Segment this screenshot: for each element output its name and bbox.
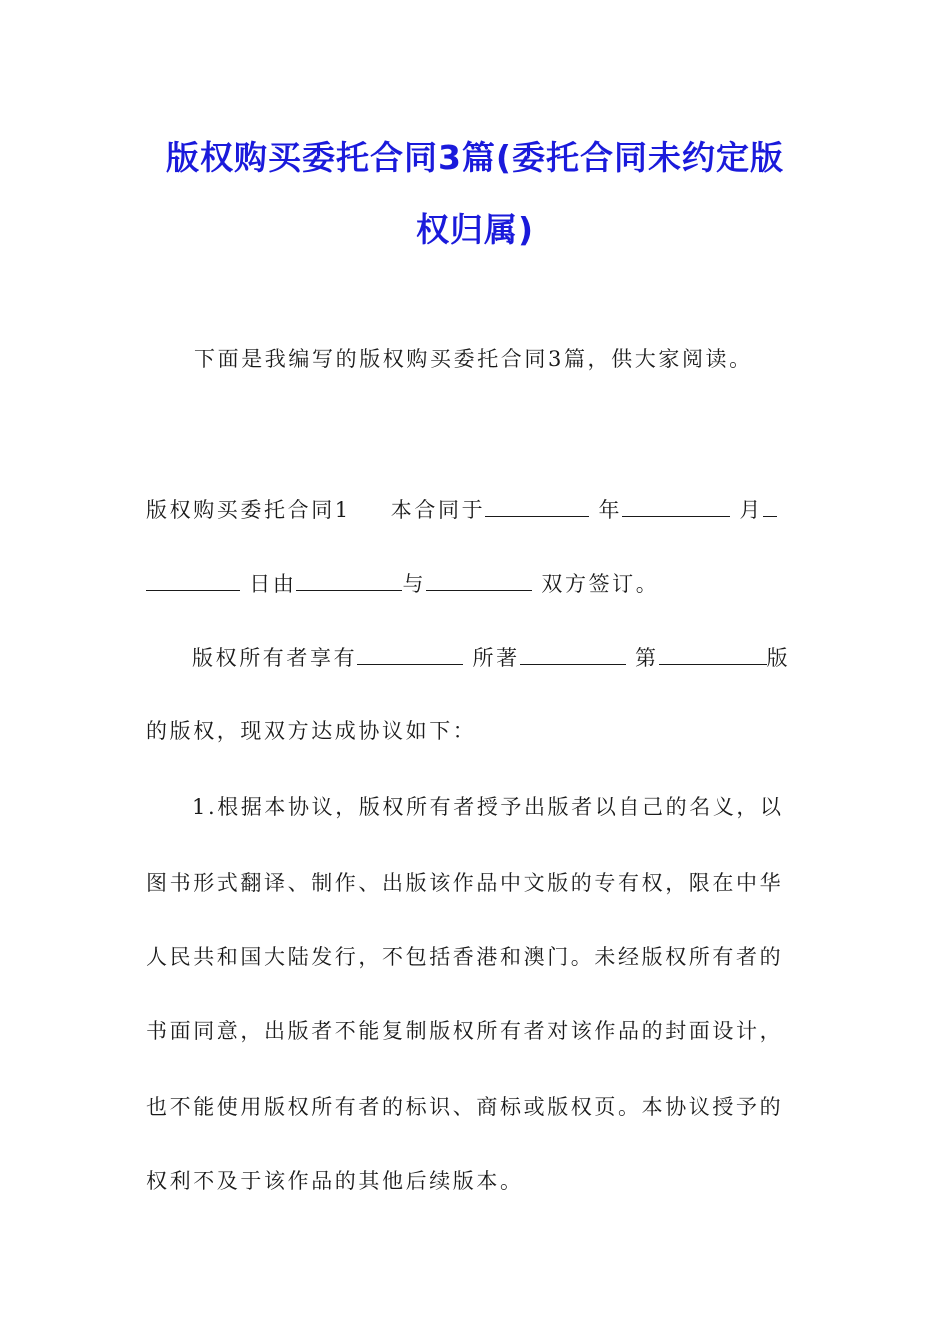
work-blank [520, 642, 626, 665]
month-blank [622, 494, 730, 517]
document-title-line-2: 权归属) [415, 210, 535, 249]
year-blank [485, 494, 589, 517]
edition-prefix: 第 [634, 646, 659, 670]
owner-blank [357, 642, 463, 665]
date-prefix: 本合同于 [390, 498, 486, 522]
party-b-blank [426, 568, 532, 591]
clause-1-line-5: 也不能使用版权所有者的标识、商标或版权页。本协议授予的 [146, 1095, 784, 1119]
with-label: 与 [402, 572, 427, 596]
day-blank [146, 568, 240, 591]
document-title-line-1: 版权购买委托合同3篇(委托合同未约定版 [165, 138, 785, 177]
signing-parties-line [146, 568, 806, 599]
owner-prefix: 版权所有者享有 [192, 646, 358, 670]
intro-paragraph: 下面是我编写的版权购买委托合同3篇，供大家阅读。 [194, 347, 753, 371]
party-a-blank [296, 568, 402, 591]
agreement-line: 的版权，现双方达成协议如下： [146, 719, 477, 743]
copyright-owner-line [192, 642, 806, 673]
month-label: 月 [739, 498, 763, 522]
sign-label: 双方签订。 [541, 572, 660, 596]
contract-heading: 版权购买委托合同1 [146, 498, 351, 522]
year-label: 年 [598, 498, 623, 522]
clause-1-line-1: 1.根据本协议，版权所有者授予出版者以自己的名义，以 [192, 795, 784, 819]
edition-suffix: 版 [766, 646, 791, 670]
work-label: 所著 [472, 646, 520, 670]
day-label: 日由 [249, 572, 297, 596]
contract-date-line [146, 494, 806, 525]
edition-blank [659, 642, 767, 665]
clause-1-line-4: 书面同意，出版者不能复制版权所有者对该作品的封面设计， [146, 1019, 784, 1043]
day-blank-start [763, 494, 777, 517]
clause-1-line-2: 图书形式翻译、制作、出版该作品中文版的专有权，限在中华 [146, 871, 784, 895]
clause-1-line-6: 权利不及于该作品的其他后续版本。 [146, 1169, 524, 1193]
clause-1-line-3: 人民共和国大陆发行，不包括香港和澳门。未经版权所有者的 [146, 945, 784, 969]
